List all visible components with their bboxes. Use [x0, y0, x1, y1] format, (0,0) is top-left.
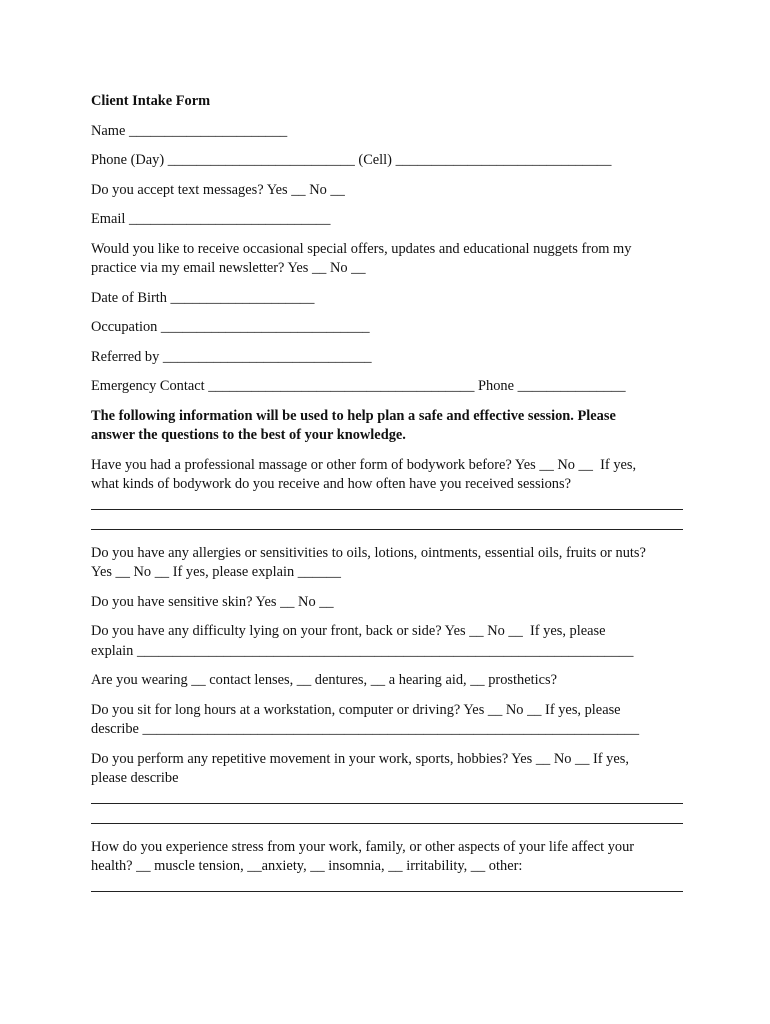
allergies-question[interactable]	[91, 544, 683, 583]
sensitive-skin-question[interactable]: Do you have sensitive skin? Yes __ No __	[91, 593, 334, 610]
spacer	[91, 534, 683, 544]
stress-line-2: health? __ muscle tension, __anxiety, __ insomnia, __ irritability, __ other:	[91, 858, 523, 874]
repetitive-line-2: please describe	[91, 770, 179, 786]
massage-line-2: what kinds of bodywork do you receive and how often have you received sessions?	[91, 476, 571, 492]
lying-question[interactable]	[91, 622, 683, 661]
newsletter-line-1: Would you like to receive occasional special offers, updates and educational nuggets from my	[91, 240, 632, 257]
allergies-line-1: Do you have any allergies or sensitivities to oils, lotions, ointments, essential oils, fruits or nuts?	[91, 544, 646, 561]
lying-line-2: explain _____________________________________________________________________	[91, 642, 634, 659]
massage-question[interactable]	[91, 456, 683, 534]
spacer	[91, 828, 683, 838]
sit-line-2: describe _____________________________________________________________________	[91, 721, 640, 737]
lying-line-1: Do you have any difficulty lying on your front, back or side? Yes __ No __ If yes, please	[91, 623, 606, 639]
answer-line[interactable]	[91, 495, 683, 515]
notice-line-2: answer the questions to the best of your knowledge.	[91, 427, 406, 443]
referred-by-field[interactable]: Referred by _____________________________	[91, 348, 372, 365]
stress-question[interactable]	[91, 838, 683, 897]
newsletter-line-2: practice via my email newsletter? Yes __ No __	[91, 260, 366, 276]
stress-line-1: How do you experience stress from your work, family, or other aspects of your life affect your	[91, 838, 635, 855]
notice-text	[91, 407, 683, 446]
phone-field[interactable]: Phone (Day) __________________________ (Cell) ______________________________	[91, 152, 612, 168]
workstation-question[interactable]	[91, 701, 683, 740]
allergies-line-2: Yes __ No __ If yes, please explain ______	[91, 564, 341, 580]
newsletter-question[interactable]	[91, 240, 683, 279]
form-title: Client Intake Form	[91, 93, 211, 109]
sit-line-1: Do you sit for long hours at a workstation, computer or driving? Yes __ No __ If yes, please	[91, 701, 621, 718]
answer-line[interactable]	[91, 877, 683, 897]
text-messages-field[interactable]: Do you accept text messages? Yes __ No __	[91, 181, 345, 198]
occupation-field[interactable]: Occupation _____________________________	[91, 319, 370, 335]
repetitive-line-1: Do you perform any repetitive movement in your work, sports, hobbies? Yes __ No __ If yes,	[91, 750, 629, 767]
answer-line[interactable]	[91, 789, 683, 809]
emergency-contact-field[interactable]: Emergency Contact _____________________________________ Phone _______________	[91, 378, 626, 394]
wearing-question[interactable]: Are you wearing __ contact lenses, __ dentures, __ a hearing aid, __ prosthetics?	[91, 672, 557, 688]
notice-line-1: The following information will be used to help plan a safe and effective session. Please	[91, 407, 616, 424]
date-of-birth-field[interactable]: Date of Birth ____________________	[91, 289, 315, 306]
email-field[interactable]: Email ____________________________	[91, 211, 331, 227]
answer-line[interactable]	[91, 514, 683, 534]
form-content	[91, 92, 683, 896]
answer-line[interactable]	[91, 808, 683, 828]
repetitive-question[interactable]	[91, 750, 683, 828]
massage-line-1: Have you had a professional massage or other form of bodywork before? Yes __ No __ If yes,	[91, 456, 637, 473]
name-field[interactable]: Name ______________________	[91, 122, 288, 139]
